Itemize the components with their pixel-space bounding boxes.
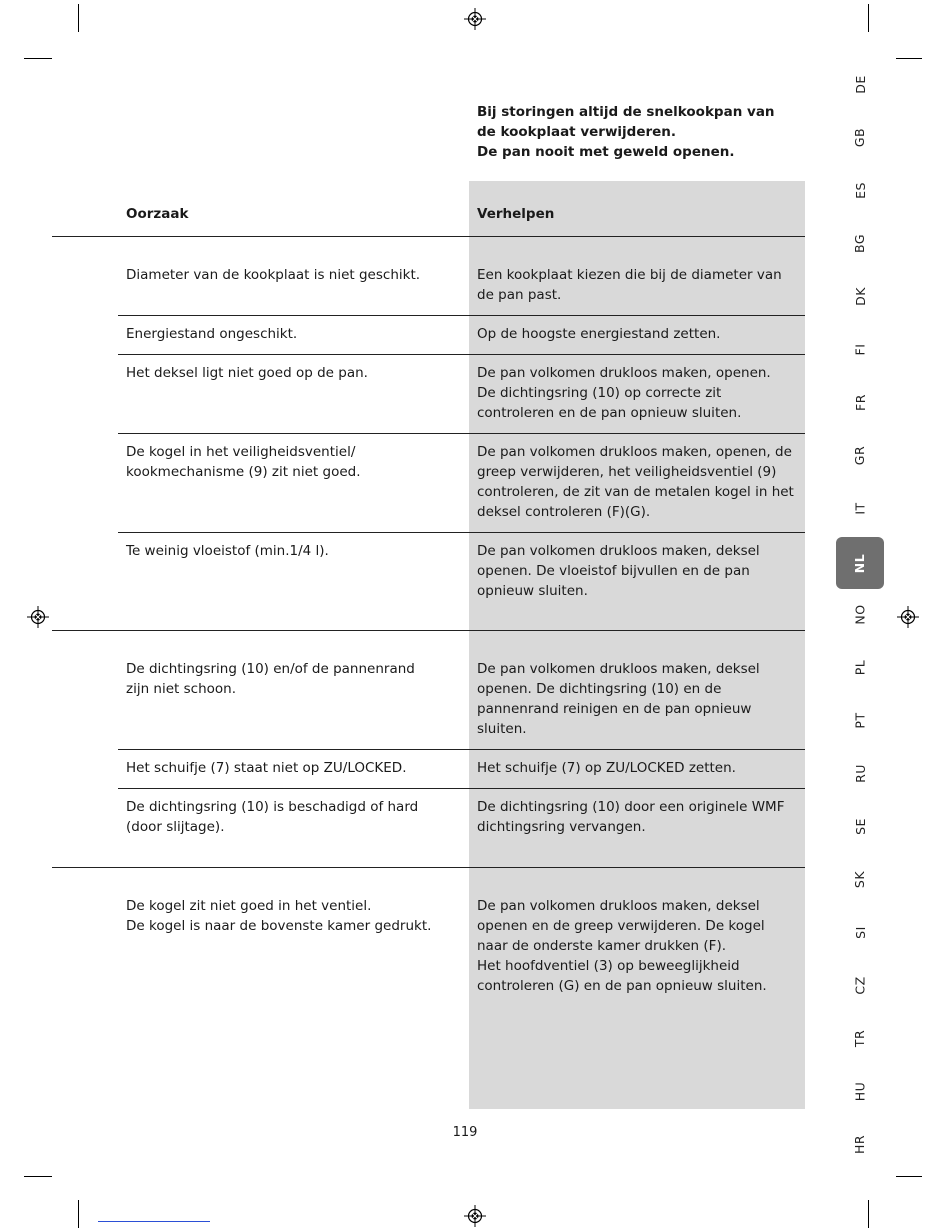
remedy-text: controleren, de zit van de metalen kogel in het	[477, 484, 794, 500]
remedy-text: sluiten.	[477, 721, 527, 737]
row-divider	[118, 354, 805, 355]
lang-tab-hu[interactable]	[836, 1069, 884, 1113]
cause-text: De dichtingsring (10) en/of de pannenrand	[126, 661, 415, 677]
cause-text: De kogel in het veiligheidsventiel/	[126, 444, 356, 460]
lang-tab-fr[interactable]	[836, 380, 884, 424]
lang-label: FR	[852, 393, 868, 411]
lang-label: HR	[852, 1134, 868, 1154]
remedy-text: dichtingsring vervangen.	[477, 819, 646, 835]
crop-mark	[896, 58, 922, 59]
cause-cell	[126, 324, 466, 344]
cause-text: (door slijtage).	[126, 819, 225, 835]
lang-tab-dk[interactable]	[836, 274, 884, 318]
remedy-text: greep verwijderen, het veiligheidsventiel (9)	[477, 464, 777, 480]
lang-tab-nl-active[interactable]	[836, 537, 884, 589]
cause-text: Energiestand ongeschikt.	[126, 326, 298, 342]
cause-cell	[126, 896, 466, 936]
remedy-text: openen. De vloeistof bijvullen en de pan	[477, 563, 750, 579]
lang-tab-ru[interactable]	[836, 751, 884, 795]
lang-label: DK	[852, 286, 868, 306]
lang-label: RU	[852, 763, 868, 783]
remedy-text: opnieuw sluiten.	[477, 583, 588, 599]
page-number: 119	[452, 1125, 478, 1140]
warning-line: de kookplaat verwijderen.	[477, 124, 677, 140]
remedy-text: De pan volkomen drukloos maken, deksel	[477, 543, 760, 559]
cause-text: Het schuifje (7) staat niet op ZU/LOCKED.	[126, 760, 407, 776]
registration-mark-icon	[27, 606, 49, 628]
lang-tab-hr[interactable]	[836, 1122, 884, 1166]
lang-label: PL	[852, 659, 868, 675]
row-divider	[118, 749, 805, 750]
crop-mark	[78, 4, 79, 32]
warning-line: De pan nooit met geweld openen.	[477, 144, 735, 160]
crop-mark	[24, 58, 52, 59]
warning-line: Bij storingen altijd de snelkookpan van	[477, 104, 775, 120]
remedy-text: De pan volkomen drukloos maken, openen.	[477, 365, 771, 381]
lang-tab-it[interactable]	[836, 486, 884, 530]
remedy-text: controleren (G) en de pan opnieuw sluiten.	[477, 978, 767, 994]
section-divider	[52, 630, 805, 631]
cause-cell	[126, 758, 466, 778]
lang-label: HU	[852, 1081, 868, 1101]
lang-tab-se[interactable]	[836, 804, 884, 848]
cause-cell	[126, 265, 466, 285]
header-cause: Oorzaak	[126, 206, 189, 222]
lang-label: BG	[852, 233, 868, 253]
remedy-text: openen en de greep verwijderen. De kogel	[477, 918, 765, 934]
lang-label: GR	[852, 445, 868, 465]
remedy-cell	[477, 758, 817, 778]
cause-cell	[126, 541, 466, 561]
lang-label: CZ	[852, 975, 868, 995]
lang-tab-pl[interactable]	[836, 645, 884, 689]
crop-mark	[868, 4, 869, 32]
header-remedy: Verhelpen	[477, 206, 555, 222]
lang-label: GB	[852, 127, 868, 147]
lang-label: ES	[852, 181, 868, 199]
lang-tab-si[interactable]	[836, 910, 884, 954]
lang-tab-pt[interactable]	[836, 698, 884, 742]
remedy-text: de pan past.	[477, 287, 562, 303]
remedy-cell	[477, 442, 817, 522]
lang-tab-gb[interactable]	[836, 115, 884, 159]
crop-mark	[78, 1200, 79, 1228]
lang-tab-de[interactable]	[836, 62, 884, 106]
cause-text: De dichtingsring (10) is beschadigd of hard	[126, 799, 419, 815]
remedy-cell	[477, 324, 817, 344]
lang-label: PT	[852, 711, 868, 729]
remedy-text: controleren en de pan opnieuw sluiten.	[477, 405, 742, 421]
registration-mark-icon	[464, 1205, 486, 1227]
remedy-text: Een kookplaat kiezen die bij de diameter van	[477, 267, 782, 283]
cause-text: Het deksel ligt niet goed op de pan.	[126, 365, 368, 381]
crop-mark	[896, 1176, 922, 1177]
lang-tab-gr[interactable]	[836, 433, 884, 477]
remedy-text: Het schuifje (7) op ZU/LOCKED zetten.	[477, 760, 736, 776]
remedy-cell	[477, 896, 817, 996]
registration-mark-icon	[897, 606, 919, 628]
remedy-cell	[477, 541, 817, 601]
crop-mark	[24, 1176, 52, 1177]
lang-tab-cz[interactable]	[836, 963, 884, 1007]
cause-cell	[126, 442, 466, 482]
cause-text: zijn niet schoon.	[126, 681, 237, 697]
remedy-text: De pan volkomen drukloos maken, deksel	[477, 661, 760, 677]
section-divider	[52, 867, 805, 868]
cause-text: Te weinig vloeistof (min.1/4 l).	[126, 543, 329, 559]
lang-label: FI	[852, 343, 868, 355]
remedy-cell	[477, 659, 817, 739]
lang-tab-no[interactable]	[836, 592, 884, 636]
cause-cell	[126, 659, 466, 699]
remedy-text: De pan volkomen drukloos maken, openen, de	[477, 444, 792, 460]
warning-intro	[477, 102, 777, 162]
lang-label: SI	[852, 925, 868, 939]
remedy-text: De dichtingsring (10) door een originele WMF	[477, 799, 785, 815]
remedy-text: openen. De dichtingsring (10) en de	[477, 681, 722, 697]
lang-tab-fi[interactable]	[836, 327, 884, 371]
lang-label: DE	[852, 74, 868, 94]
lang-label: SE	[852, 817, 868, 835]
lang-label: IT	[852, 501, 868, 515]
lang-label: TR	[852, 1029, 868, 1047]
cause-text: Diameter van de kookplaat is niet geschikt.	[126, 267, 421, 283]
lang-tab-es[interactable]	[836, 168, 884, 212]
row-divider	[118, 788, 805, 789]
remedy-text: Het hoofdventiel (3) op beweeglijkheid	[477, 958, 740, 974]
registration-mark-icon	[464, 8, 486, 30]
lang-label: NL	[852, 553, 868, 573]
cause-text: kookmechanisme (9) zit niet goed.	[126, 464, 361, 480]
remedy-text: De pan volkomen drukloos maken, deksel	[477, 898, 760, 914]
cause-cell	[126, 797, 466, 837]
remedy-cell	[477, 363, 817, 423]
row-divider	[118, 433, 805, 434]
section-divider	[52, 236, 805, 237]
cause-text: De kogel zit niet goed in het ventiel.	[126, 898, 372, 914]
lang-label: SK	[852, 870, 868, 888]
cause-text: De kogel is naar de bovenste kamer gedrukt.	[126, 918, 432, 934]
lang-tab-tr[interactable]	[836, 1016, 884, 1060]
link-underline	[98, 1221, 210, 1222]
lang-tab-sk[interactable]	[836, 857, 884, 901]
lang-label: NO	[852, 603, 868, 625]
remedy-text: De dichtingsring (10) op correcte zit	[477, 385, 722, 401]
lang-tab-bg[interactable]	[836, 221, 884, 265]
remedy-text: deksel controleren (F)(G).	[477, 504, 651, 520]
remedy-text: naar de onderste kamer drukken (F).	[477, 938, 726, 954]
crop-mark	[868, 1200, 869, 1228]
remedy-text: Op de hoogste energiestand zetten.	[477, 326, 721, 342]
cause-cell	[126, 363, 466, 383]
row-divider	[118, 532, 805, 533]
remedy-cell	[477, 797, 817, 837]
remedy-text: pannenrand reinigen en de pan opnieuw	[477, 701, 752, 717]
remedy-cell	[477, 265, 817, 305]
row-divider	[118, 315, 805, 316]
